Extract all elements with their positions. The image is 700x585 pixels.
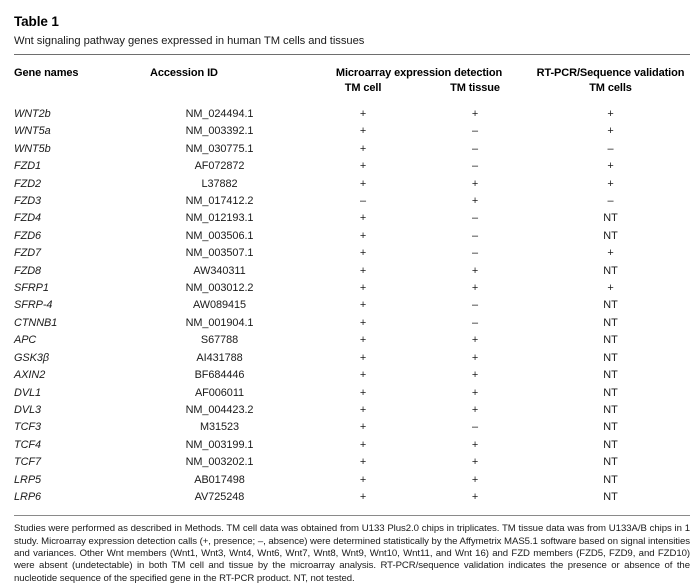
cell-gene-name: WNT2b — [14, 108, 51, 120]
table-row — [14, 385, 690, 402]
cell-tm-cell-call: + — [359, 264, 367, 277]
cell-accession-id: AW340311 — [193, 264, 246, 277]
cell-rtpcr-validation: NT — [603, 438, 618, 451]
cell-rtpcr-validation: NT — [603, 299, 618, 312]
cell-tm-tissue-call: + — [471, 456, 479, 469]
cell-tm-cell-call: + — [359, 334, 367, 347]
cell-gene-name: CTNNB1 — [14, 316, 58, 329]
cell-gene-name: FZD8 — [14, 264, 42, 277]
cell-rtpcr-validation: – — [607, 142, 614, 155]
table-row — [14, 123, 690, 140]
cell-rtpcr-validation: + — [607, 282, 614, 295]
cell-gene-name: DVL1 — [14, 386, 42, 399]
cell-accession-id: NM_003392.1 — [185, 125, 254, 138]
table-row — [14, 367, 690, 384]
cell-rtpcr-validation: NT — [603, 351, 618, 364]
cell-tm-cell-call: + — [359, 438, 367, 451]
cell-rtpcr-validation: NT — [603, 229, 618, 242]
cell-rtpcr-validation: NT — [603, 264, 618, 277]
cell-tm-tissue-call: – — [471, 142, 479, 155]
table-row — [14, 245, 690, 262]
cell-rtpcr-validation: NT — [603, 421, 618, 434]
table-row — [14, 472, 690, 489]
table-row — [14, 105, 690, 123]
cell-accession-id: NM_003012.2 — [185, 282, 254, 295]
cell-tm-tissue-call: – — [471, 160, 479, 173]
table-caption: Wnt signaling pathway genes expressed in human TM cells and tissues — [14, 35, 365, 47]
cell-gene-name: LRP6 — [14, 490, 42, 503]
cell-rtpcr-validation: NT — [603, 403, 618, 416]
cell-tm-tissue-call: + — [471, 386, 479, 399]
cell-accession-id: BF684446 — [194, 369, 245, 382]
cell-gene-name: APC — [14, 334, 37, 347]
table-row — [14, 454, 690, 471]
column-header-rtpcr-group: RT-PCR/Sequence validation — [536, 67, 685, 79]
cell-gene-name: FZD4 — [14, 212, 42, 225]
cell-tm-tissue-call: + — [471, 490, 479, 503]
cell-rtpcr-validation: NT — [603, 456, 618, 469]
cell-gene-name: FZD1 — [14, 160, 42, 173]
cell-rtpcr-validation: NT — [603, 334, 618, 347]
cell-tm-tissue-call: + — [471, 177, 479, 190]
cell-accession-id: AV725248 — [194, 490, 245, 503]
cell-accession-id: M31523 — [199, 421, 240, 434]
cell-tm-tissue-call: – — [471, 212, 479, 225]
cell-accession-id: AI431788 — [196, 351, 243, 364]
cell-tm-cell-call: + — [359, 351, 367, 364]
cell-accession-id: S67788 — [200, 334, 239, 347]
cell-tm-cell-call: – — [359, 195, 367, 208]
cell-tm-tissue-call: + — [471, 403, 479, 416]
table-row — [14, 315, 690, 332]
cell-accession-id: NM_012193.1 — [185, 212, 254, 225]
cell-tm-tissue-call: – — [471, 247, 479, 260]
cell-tm-cell-call: + — [359, 247, 367, 260]
cell-rtpcr-validation: + — [607, 108, 614, 120]
cell-accession-id: AB017498 — [194, 473, 245, 486]
cell-accession-id: NM_017412.2 — [185, 195, 254, 208]
cell-tm-cell-call: + — [359, 229, 367, 242]
cell-tm-cell-call: + — [359, 369, 367, 382]
cell-gene-name: TCF4 — [14, 438, 42, 451]
table-footnote: Studies were performed as described in Methods. TM cell data was obtained from U133 Plus2.0 chips in triplicates. TM tissue data was from U133A/B chips in 1 study. Microarray expression detection calls (+, presence; –, absence) were determined statistically by the Affymetrix MAS5.1 software based on signal intensities and variances. Other Wnt members (Wnt1, Wnt3, Wnt4, Wnt6, Wnt7, Wnt8, Wnt9, Wnt10, Wnt11, and Wnt 16) and FZD members (FZD5, FZD9, and FZD10) were absent (undetectable) in both TM cell and tissue by the microarray analysis. RT-PCR/sequence validation indicates the presence or absence of the nucleotide sequence of the specified gene in the RT-PCR product. NT, not tested. — [14, 523, 690, 584]
cell-tm-cell-call: + — [359, 299, 367, 312]
table-row — [14, 158, 690, 175]
table-row — [14, 419, 690, 436]
cell-gene-name: FZD3 — [14, 195, 42, 208]
cell-rtpcr-validation: + — [607, 125, 614, 138]
table-row — [14, 210, 690, 227]
cell-gene-name: WNT5a — [14, 125, 51, 138]
cell-accession-id: NM_003507.1 — [185, 247, 254, 260]
cell-gene-name: GSK3β — [14, 351, 50, 364]
cell-tm-tissue-call: + — [471, 108, 479, 120]
cell-accession-id: AF072872 — [194, 160, 245, 173]
cell-tm-cell-call: + — [359, 421, 367, 434]
cell-tm-cell-call: + — [359, 108, 367, 120]
cell-tm-tissue-call: + — [471, 473, 479, 486]
cell-tm-tissue-call: + — [471, 334, 479, 347]
table-row — [14, 297, 690, 314]
cell-tm-tissue-call: + — [471, 282, 479, 295]
cell-rtpcr-validation: NT — [603, 490, 618, 503]
cell-tm-tissue-call: – — [471, 229, 479, 242]
cell-rtpcr-validation: NT — [603, 212, 618, 225]
cell-rtpcr-validation: NT — [603, 473, 618, 486]
cell-tm-tissue-call: – — [471, 125, 479, 138]
cell-gene-name: TCF3 — [14, 421, 42, 434]
table-row — [14, 332, 690, 349]
table-row — [14, 489, 690, 506]
cell-rtpcr-validation: + — [607, 177, 614, 190]
cell-rtpcr-validation: + — [607, 247, 614, 260]
table-label: Table 1 — [14, 14, 59, 29]
cell-tm-cell-call: + — [359, 403, 367, 416]
cell-gene-name: DVL3 — [14, 403, 42, 416]
cell-accession-id: NM_001904.1 — [185, 316, 254, 329]
cell-gene-name: SFRP-4 — [14, 299, 53, 312]
cell-tm-cell-call: + — [359, 473, 367, 486]
cell-gene-name: FZD7 — [14, 247, 42, 260]
cell-tm-tissue-call: – — [471, 421, 479, 434]
table-bottom-spacer — [14, 506, 690, 515]
cell-tm-cell-call: + — [359, 456, 367, 469]
cell-gene-name: AXIN2 — [14, 369, 46, 382]
table-row — [14, 176, 690, 193]
cell-accession-id: AW089415 — [192, 299, 247, 312]
cell-tm-tissue-call: + — [471, 351, 479, 364]
cell-rtpcr-validation: NT — [603, 316, 618, 329]
cell-gene-name: LRP5 — [14, 473, 42, 486]
cell-tm-cell-call: + — [359, 177, 367, 190]
cell-tm-tissue-call: + — [471, 438, 479, 451]
cell-tm-cell-call: + — [359, 212, 367, 225]
cell-rtpcr-validation: NT — [603, 369, 618, 382]
cell-tm-cell-call: + — [359, 142, 367, 155]
cell-rtpcr-validation: – — [607, 195, 614, 208]
cell-accession-id: NM_004423.2 — [185, 403, 254, 416]
cell-tm-cell-call: + — [359, 160, 367, 173]
column-header-rtpcr-tm-cells: TM cells — [589, 82, 632, 94]
cell-tm-cell-call: + — [359, 386, 367, 399]
table-row — [14, 280, 690, 297]
column-header-tm-tissue: TM tissue — [450, 82, 500, 94]
cell-accession-id: NM_030775.1 — [185, 142, 254, 155]
table-body — [14, 105, 690, 506]
cell-gene-name: FZD2 — [14, 177, 42, 190]
cell-rtpcr-validation: NT — [603, 386, 618, 399]
cell-rtpcr-validation: + — [607, 160, 614, 173]
column-header-accession-id: Accession ID — [150, 67, 218, 79]
cell-tm-tissue-call: – — [471, 316, 479, 329]
cell-gene-name: WNT5b — [14, 142, 51, 155]
table-row — [14, 437, 690, 454]
cell-accession-id: L37882 — [201, 177, 238, 190]
cell-tm-tissue-call: + — [471, 264, 479, 277]
table-header — [14, 55, 690, 105]
header-row-groups — [14, 55, 690, 79]
column-header-microarray-group: Microarray expression detection — [335, 67, 503, 79]
cell-tm-cell-call: + — [359, 490, 367, 503]
cell-accession-id: NM_003506.1 — [185, 229, 254, 242]
cell-tm-cell-call: + — [359, 125, 367, 138]
cell-tm-tissue-call: – — [471, 299, 479, 312]
cell-gene-name: FZD6 — [14, 229, 42, 242]
cell-accession-id: NM_003202.1 — [185, 456, 254, 469]
cell-accession-id: NM_003199.1 — [185, 438, 254, 451]
cell-tm-cell-call: + — [359, 316, 367, 329]
table-row — [14, 263, 690, 280]
table-row — [14, 402, 690, 419]
table-row — [14, 141, 690, 158]
cell-tm-tissue-call: + — [471, 369, 479, 382]
table-row — [14, 193, 690, 210]
cell-gene-name: SFRP1 — [14, 282, 49, 295]
cell-accession-id: NM_024494.1 — [185, 108, 254, 120]
gene-expression-table — [14, 55, 690, 506]
cell-tm-cell-call: + — [359, 282, 367, 295]
bottom-rule — [14, 515, 690, 516]
column-header-gene-names: Gene names — [14, 67, 79, 79]
cell-accession-id: AF006011 — [194, 386, 245, 399]
column-header-tm-cell: TM cell — [344, 82, 382, 94]
cell-tm-tissue-call: + — [471, 195, 479, 208]
table-row — [14, 350, 690, 367]
table-row — [14, 228, 690, 245]
cell-gene-name: TCF7 — [14, 456, 42, 469]
